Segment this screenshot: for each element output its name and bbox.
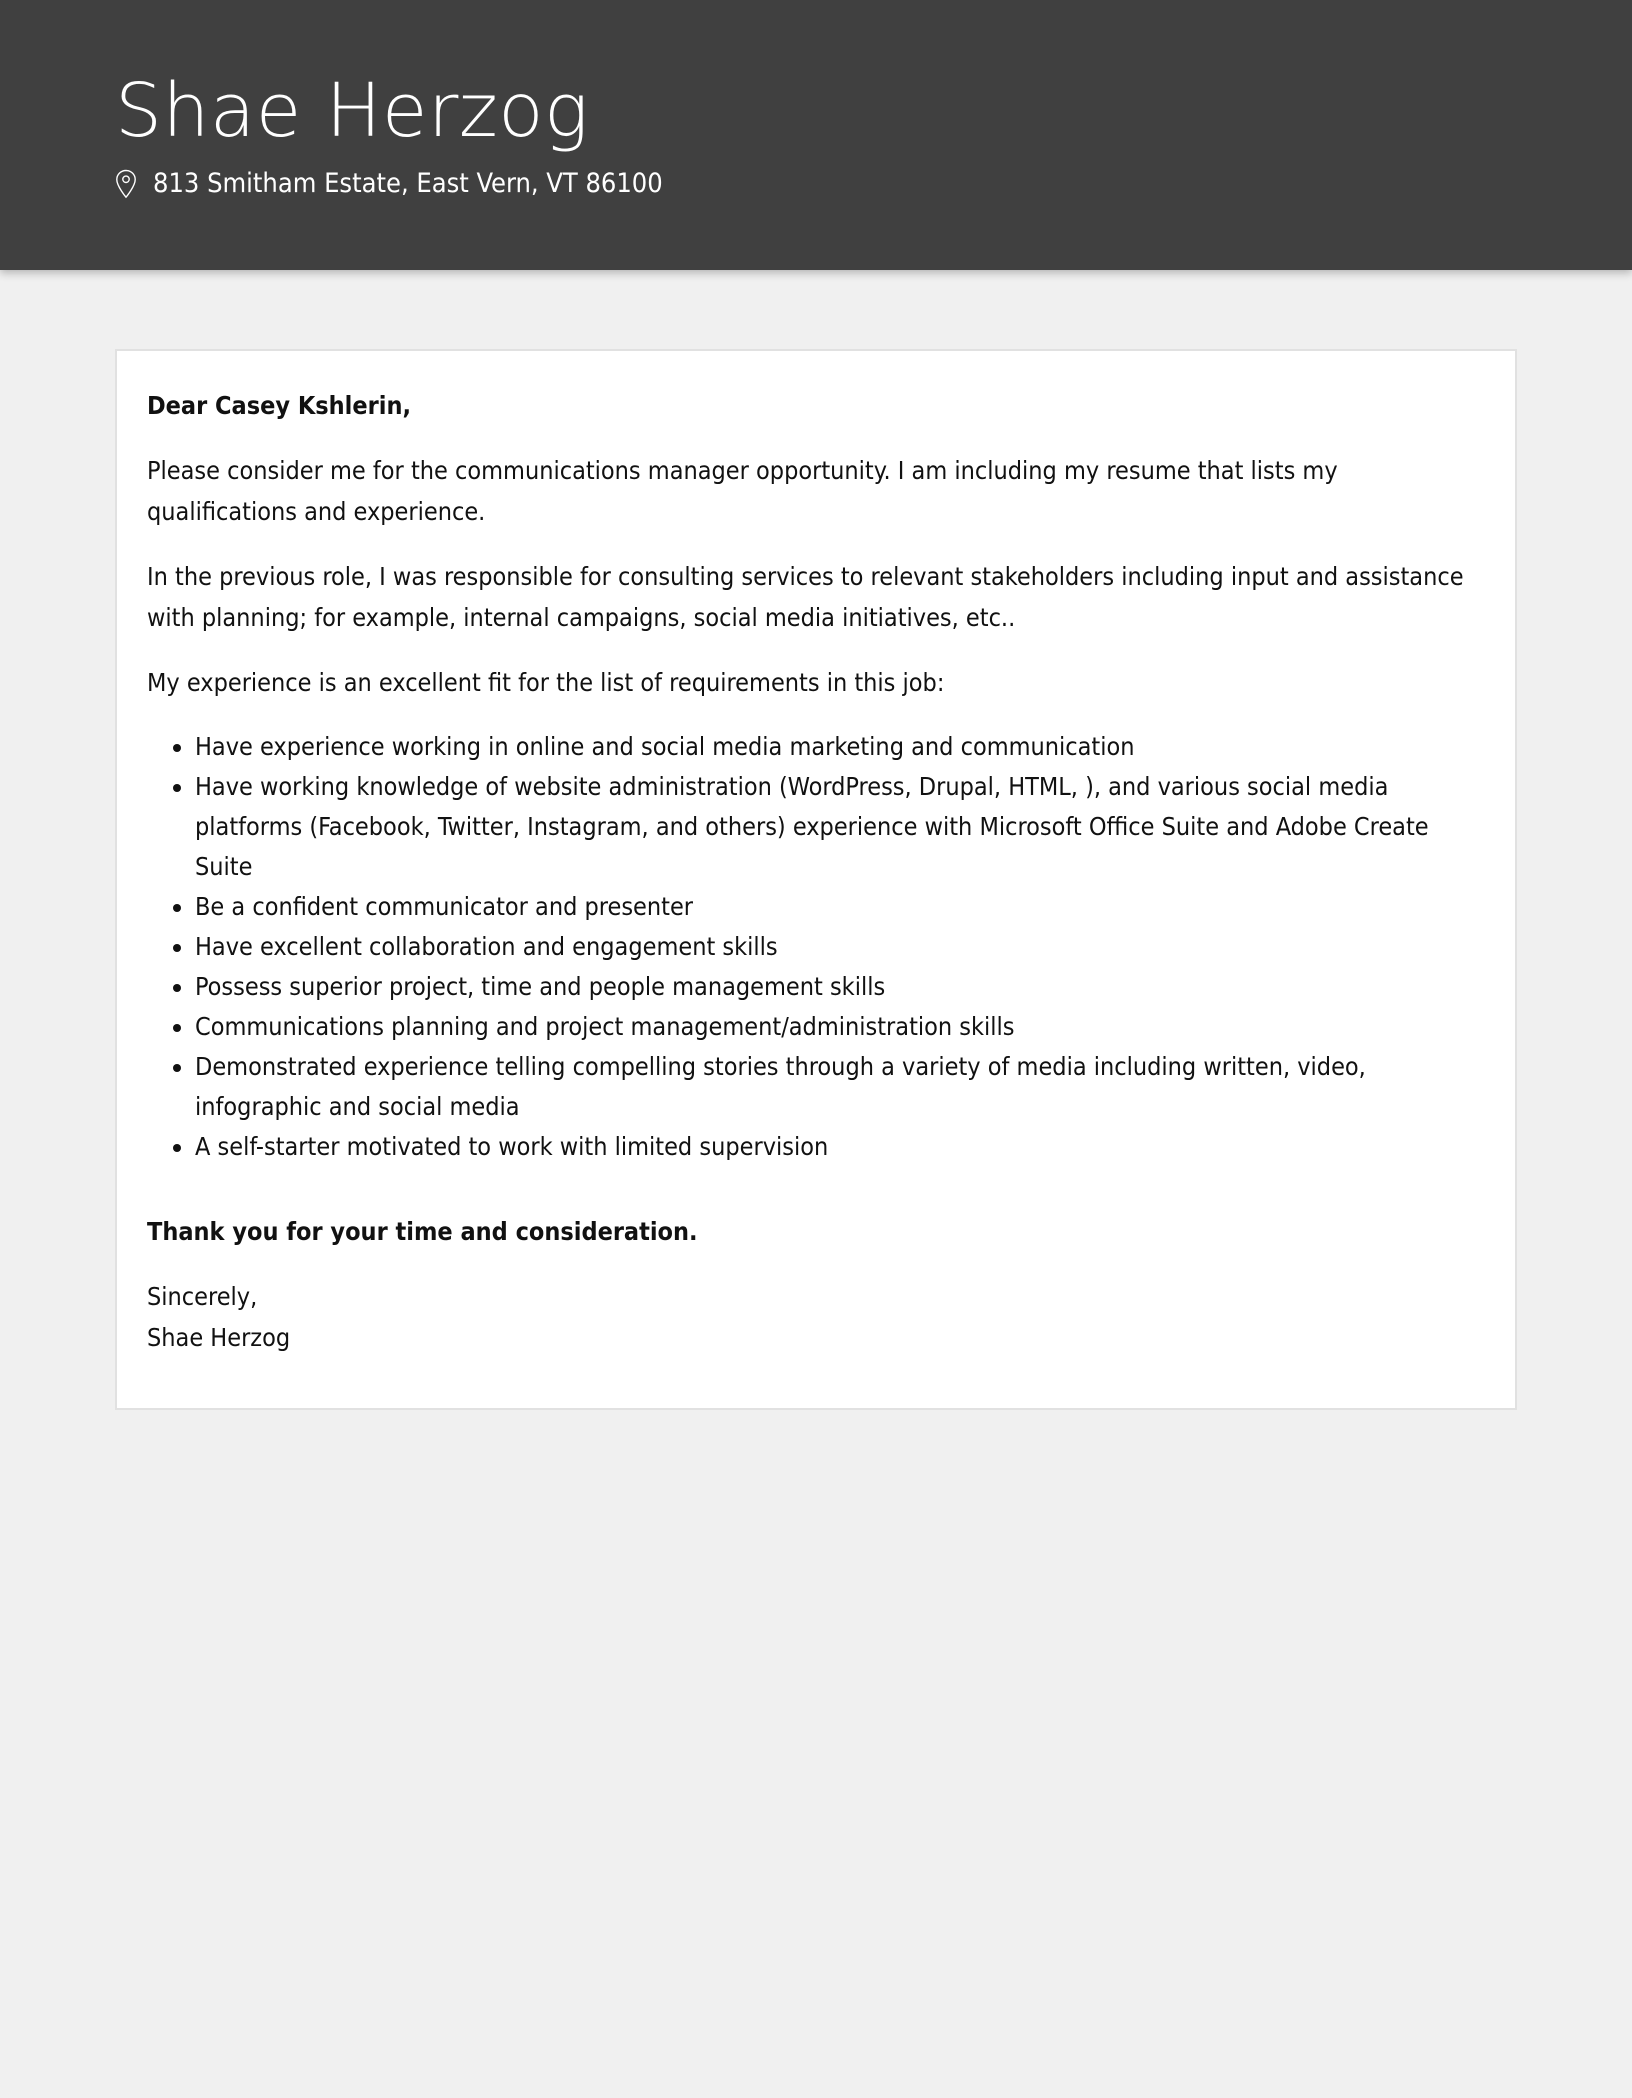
list-item: • Be a confident communicator and presenter — [195, 887, 1485, 927]
closing: Sincerely, — [147, 1282, 258, 1311]
address: 813 Smitham Estate, East Vern, VT 86100 — [153, 168, 663, 199]
address-row — [115, 168, 1632, 199]
page-header — [0, 0, 1632, 270]
list-item: • Have experience working in online and social media marketing and communication — [195, 727, 1485, 767]
cover-letter-card — [115, 349, 1517, 1410]
list-item: • Have excellent collaboration and engagement skills — [195, 927, 1485, 967]
paragraph-requirements-intro: My experience is an excellent fit for the list of requirements in this job: — [147, 668, 945, 697]
signature: Shae Herzog — [147, 1323, 291, 1352]
list-item: • Possess superior project, time and people management skills — [195, 967, 1485, 1007]
requirements-list — [147, 727, 1485, 1167]
thanks-line: Thank you for your time and consideration. — [147, 1217, 698, 1246]
paragraph-experience: In the previous role, I was responsible for consulting services to relevant stakeholders including input and assistance with planning; for example, internal campaigns, social media initiatives, etc.. — [147, 562, 1464, 632]
applicant-name: Shae Herzog — [115, 68, 589, 154]
list-item: • Have working knowledge of website administration (WordPress, Drupal, HTML, ), and various social media platforms (Facebook, Twitter, Instagram, and others) experience with Microsoft Office Suite and Adobe Create Suite — [195, 767, 1485, 887]
list-item: • Communications planning and project management/administration skills — [195, 1007, 1485, 1047]
greeting: Dear Casey Kshlerin, — [147, 391, 412, 420]
map-pin-icon — [115, 169, 137, 199]
paragraph-intro: Please consider me for the communications manager opportunity. I am including my resume that lists my qualifications and experience. — [147, 456, 1338, 526]
list-item: • Demonstrated experience telling compelling stories through a variety of media including written, video, infographic and social media — [195, 1047, 1485, 1127]
list-item: • A self-starter motivated to work with limited supervision — [195, 1127, 1485, 1167]
